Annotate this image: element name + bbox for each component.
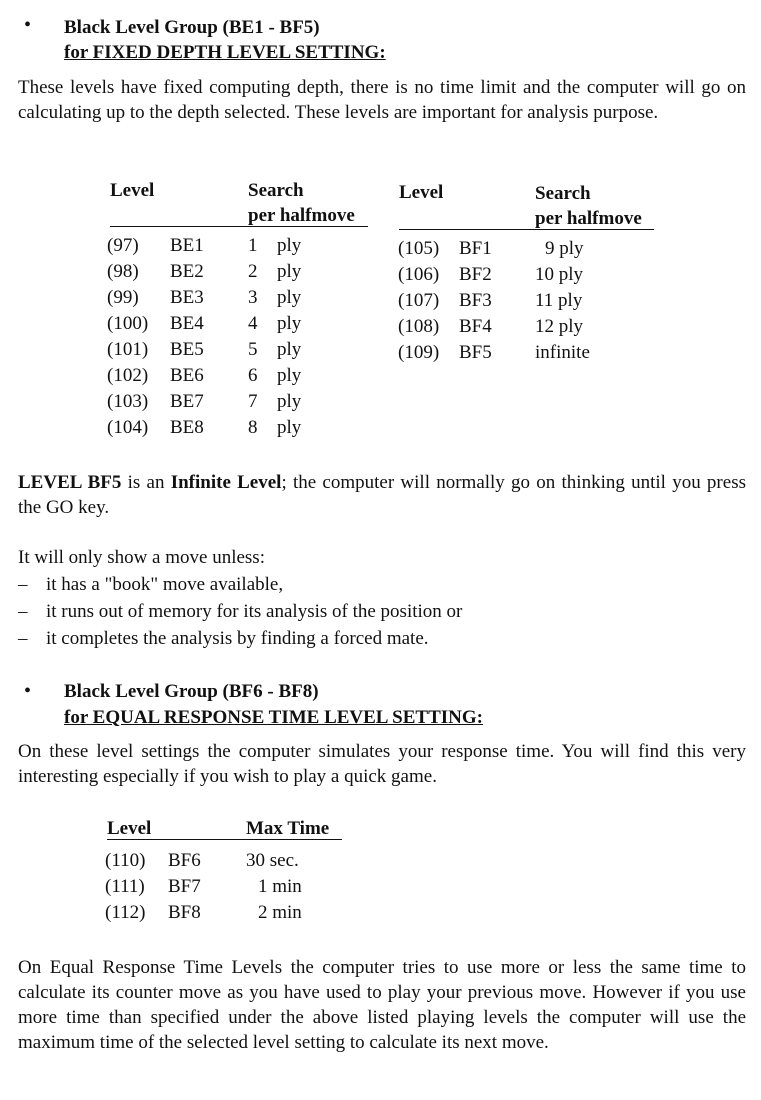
depth-unit: ply bbox=[277, 365, 302, 386]
list-intro: It will only show a move unless: bbox=[18, 547, 265, 568]
level-code: BE4 bbox=[170, 313, 204, 334]
search-value: 9 ply bbox=[545, 238, 584, 259]
level-number: (101) bbox=[107, 339, 149, 360]
depth-unit: ply bbox=[277, 235, 302, 256]
level-code: BF8 bbox=[168, 902, 201, 923]
level-number: (111) bbox=[105, 876, 145, 897]
depth-unit: ply bbox=[277, 339, 302, 360]
search-value: 12 ply bbox=[535, 316, 584, 337]
level-code: BE2 bbox=[170, 261, 204, 282]
depth-value: 1 bbox=[248, 235, 258, 256]
dash-icon: – bbox=[18, 628, 28, 649]
time-value: 30 sec. bbox=[246, 850, 299, 871]
section-subtitle: for FIXED DEPTH LEVEL SETTING: bbox=[64, 42, 386, 63]
level-number: (110) bbox=[105, 850, 146, 871]
search-value: 11 ply bbox=[535, 290, 583, 311]
level-code: BF4 bbox=[459, 316, 492, 337]
depth-value: 8 bbox=[248, 417, 258, 438]
section-title: Black Level Group (BE1 - BF5) bbox=[64, 17, 320, 38]
list-item: it runs out of memory for its analysis of the position or bbox=[46, 601, 463, 622]
intro-paragraph: On these level settings the computer simulates your response time. You will find this very interesting especially if you wish to play a quick game. bbox=[18, 741, 746, 787]
col-header-level: Level bbox=[107, 818, 152, 839]
search-value: 10 ply bbox=[535, 264, 584, 285]
bold-infinite-level: Infinite Level bbox=[170, 472, 282, 493]
level-number: (103) bbox=[107, 391, 149, 412]
level-code: BF1 bbox=[459, 238, 492, 259]
level-number: (108) bbox=[398, 316, 440, 337]
depth-unit: ply bbox=[277, 287, 302, 308]
level-code: BF2 bbox=[459, 264, 492, 285]
level-number: (99) bbox=[107, 287, 139, 308]
search-value: infinite bbox=[535, 342, 590, 363]
depth-value: 4 bbox=[248, 313, 258, 334]
header-rule bbox=[110, 226, 368, 227]
note-text: is an bbox=[121, 472, 171, 493]
level-number: (112) bbox=[105, 902, 146, 923]
depth-unit: ply bbox=[277, 417, 302, 438]
level-code: BE5 bbox=[170, 339, 204, 360]
list-item: it completes the analysis by finding a forced mate. bbox=[46, 628, 429, 649]
section-title: Black Level Group (BF6 - BF8) bbox=[64, 681, 319, 702]
level-number: (104) bbox=[107, 417, 149, 438]
level-code: BE7 bbox=[170, 391, 204, 412]
dash-icon: – bbox=[18, 601, 28, 622]
level-code: BE6 bbox=[170, 365, 204, 386]
depth-value: 7 bbox=[248, 391, 258, 412]
level-code: BF7 bbox=[168, 876, 201, 897]
depth-unit: ply bbox=[277, 391, 302, 412]
bullet-icon: • bbox=[24, 14, 32, 36]
col-header-max-time: Max Time bbox=[246, 818, 330, 839]
bullet-icon: • bbox=[24, 680, 32, 702]
depth-value: 6 bbox=[248, 365, 258, 386]
time-value: 1 min bbox=[258, 876, 302, 897]
col-header-level: Level bbox=[110, 180, 155, 201]
depth-value: 5 bbox=[248, 339, 258, 360]
note-text: ; the computer will normally go on thinking until you press the GO key. bbox=[18, 472, 746, 518]
level-number: (109) bbox=[398, 342, 440, 363]
level-number: (100) bbox=[107, 313, 149, 334]
intro-paragraph: These levels have fixed computing depth, there is no time limit and the computer will go on calculating up to the depth selected. These levels are important for analysis purpose. bbox=[18, 77, 746, 123]
level-code: BE3 bbox=[170, 287, 204, 308]
level-number: (98) bbox=[107, 261, 139, 282]
level-code: BE1 bbox=[170, 235, 204, 256]
col-header-per-halfmove: per halfmove bbox=[248, 205, 355, 226]
level-number: (106) bbox=[398, 264, 440, 285]
depth-unit: ply bbox=[277, 261, 302, 282]
level-code: BF3 bbox=[459, 290, 492, 311]
level-code: BF6 bbox=[168, 850, 201, 871]
infinite-level-note bbox=[18, 470, 746, 520]
col-header-search: Search bbox=[535, 183, 591, 204]
col-header-search: Search bbox=[248, 180, 304, 201]
header-rule bbox=[107, 839, 342, 840]
level-number: (107) bbox=[398, 290, 440, 311]
level-number: (105) bbox=[398, 238, 440, 259]
depth-value: 3 bbox=[248, 287, 258, 308]
header-rule bbox=[399, 229, 654, 230]
closing-paragraph: On Equal Response Time Levels the computer tries to use more or less the same time to calculate its counter move as you have used to play your previous move. However if you use more time than specified under the above listed playing levels the computer will use the maximum time of the selected level setting to calculate its next move. bbox=[18, 957, 746, 1053]
col-header-per-halfmove: per halfmove bbox=[535, 208, 642, 229]
section-subtitle: for EQUAL RESPONSE TIME LEVEL SETTING: bbox=[64, 707, 483, 728]
list-item: it has a "book" move available, bbox=[46, 574, 284, 595]
level-code: BF5 bbox=[459, 342, 492, 363]
level-number: (102) bbox=[107, 365, 149, 386]
level-code: BE8 bbox=[170, 417, 204, 438]
bold-level-bf5: LEVEL BF5 bbox=[18, 472, 122, 493]
col-header-level: Level bbox=[399, 182, 444, 203]
depth-unit: ply bbox=[277, 313, 302, 334]
level-number: (97) bbox=[107, 235, 139, 256]
depth-value: 2 bbox=[248, 261, 258, 282]
time-value: 2 min bbox=[258, 902, 302, 923]
dash-icon: – bbox=[18, 574, 28, 595]
